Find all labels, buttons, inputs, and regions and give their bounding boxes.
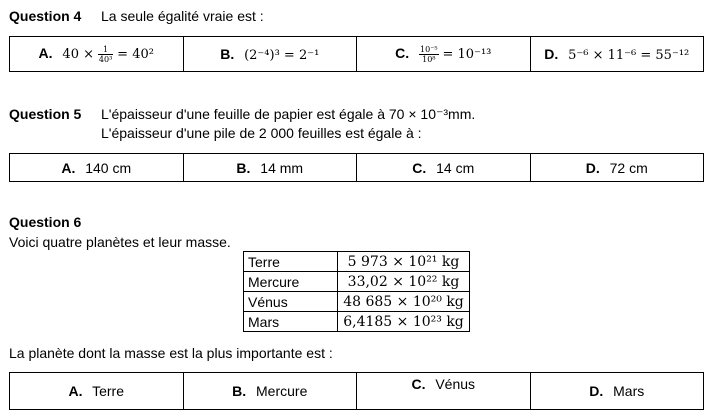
planet-row (244, 252, 470, 272)
q6-intro: Voici quatre planètes et leur masse. (9, 234, 231, 250)
q4-prompt: La seule égalité vraie est : (101, 8, 264, 24)
planet-name: Mars (244, 312, 338, 332)
q6-answer-a[interactable]: A. Terre (10, 373, 184, 410)
planet-mass: 48 685 × 10²⁰ kg (338, 292, 470, 312)
q5-answer-a[interactable]: A. 140 cm (10, 154, 184, 182)
planet-name: Mercure (244, 272, 338, 292)
q5-line2: L'épaisseur d'une pile de 2 000 feuilles est égale à : (101, 125, 422, 141)
planet-row (244, 292, 470, 312)
planet-name: Vénus (244, 292, 338, 312)
q4-title: Question 4 (9, 8, 82, 24)
q4-answer-a[interactable]: A. 40 × $\frac{1}{\text{40³}}$ = 40² (10, 37, 184, 72)
q5-answer-c[interactable]: C. 14 cm (357, 154, 531, 182)
fraction: $\frac{1}{\text{40³}}$ (98, 44, 113, 64)
q5-answer-d[interactable]: D. 72 cm (530, 154, 704, 182)
q6-question: La planète dont la masse est la plus importante est : (9, 345, 333, 361)
q6-answer-b[interactable]: B. Mercure (183, 373, 357, 410)
q4-answer-d[interactable]: D. 5⁻⁶ × 11⁻⁶ = 55⁻¹² (530, 37, 704, 72)
planet-mass: 5 973 × 10²¹ kg (338, 252, 470, 272)
q6-title: Question 6 (9, 214, 82, 230)
planet-mass: 33,02 × 10²² kg (338, 272, 470, 292)
q6-answers-table (9, 372, 704, 410)
planet-mass-table (243, 251, 470, 332)
q6-answer-d[interactable]: D. Mars (530, 373, 704, 410)
q5-answers-table (9, 153, 704, 182)
planet-name: Terre (244, 252, 338, 272)
planet-row (244, 272, 470, 292)
q5-line1: L'épaisseur d'une feuille de papier est égale à 70 × 10⁻³mm. (101, 106, 476, 122)
fraction: $\frac{\text{10⁻⁵}}{\text{10⁸}}$ (420, 44, 438, 64)
q4-answers-table (9, 36, 704, 72)
q6-answer-c[interactable]: C. Vénus (357, 373, 531, 410)
q5-title: Question 5 (9, 106, 82, 122)
q5-answer-b[interactable]: B. 14 mm (183, 154, 357, 182)
planet-mass: 6,4185 × 10²³ kg (338, 312, 470, 332)
q4-answer-b[interactable]: B. (2⁻⁴)³ = 2⁻¹ (183, 37, 357, 72)
planet-row (244, 312, 470, 332)
q4-answer-c[interactable]: C. $\frac{\text{10⁻⁵}}{\text{10⁸}}$ = 10⁻¹³ (357, 37, 531, 72)
